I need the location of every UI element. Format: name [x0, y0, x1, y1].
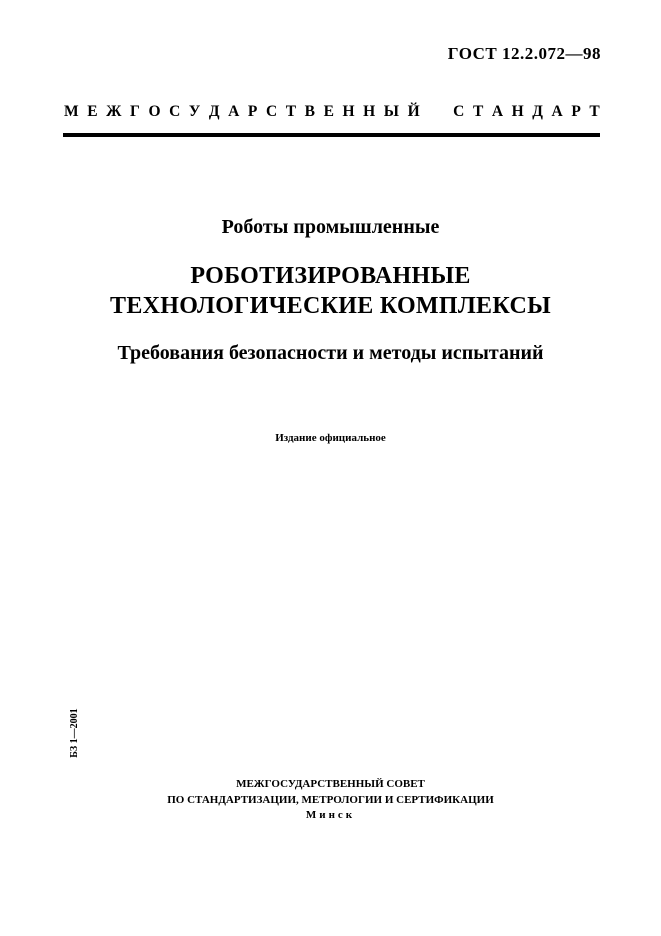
standard-type-letter: Г	[130, 103, 140, 120]
standard-type-letter: Ж	[106, 103, 122, 120]
standard-type-letter: Д	[208, 103, 220, 120]
standard-type-letter: М	[64, 103, 79, 120]
standard-type-letter: Н	[363, 103, 376, 120]
standard-type-letter: О	[148, 103, 161, 120]
standard-type-letter: А	[491, 103, 504, 120]
publisher-line-2: ПО СТАНДАРТИЗАЦИИ, МЕТРОЛОГИИ И СЕРТИФИКАЦИИ	[167, 793, 494, 806]
standard-type-letter: Р	[247, 103, 258, 120]
standard-type-letter: Ы	[383, 103, 400, 120]
document-code: ГОСТ 12.2.072—98	[447, 44, 601, 63]
document-subtitle: Требования безопасности и методы испытаний	[117, 342, 544, 364]
publisher-block	[0, 777, 661, 824]
edition-label: Издание официальное	[275, 432, 386, 444]
standard-type-letter: В	[304, 103, 316, 120]
header-rule	[63, 133, 600, 137]
standard-type-letter: С	[453, 103, 465, 120]
standard-type-heading	[64, 103, 600, 121]
standard-type-letter: Н	[511, 103, 524, 120]
standard-type-letter: С	[265, 103, 278, 120]
document-title	[0, 261, 661, 321]
standard-type-letter: Т	[589, 103, 600, 120]
standard-type-letter: Д	[532, 103, 543, 120]
standard-type-letter: А	[551, 103, 563, 120]
word-gap	[428, 103, 432, 121]
standard-type-letter: Н	[342, 103, 355, 120]
catalog-mark: БЗ 1—2001	[69, 708, 80, 758]
standard-type-letter: Е	[87, 103, 98, 120]
standard-type-letter: С	[169, 103, 181, 120]
standard-type-letter: Т	[472, 103, 484, 120]
standard-type-letter: Й	[407, 103, 420, 120]
standard-type-letter: Т	[285, 103, 297, 120]
standard-type-letter: У	[188, 103, 201, 120]
document-title-line-1: РОБОТИЗИРОВАННЫЕ	[190, 263, 471, 289]
document-subject: Роботы промышленные	[221, 216, 440, 238]
publisher-city: Минск	[305, 809, 356, 821]
word-gap	[441, 103, 445, 121]
standard-type-letter: А	[228, 103, 240, 120]
document-title-line-2: ТЕХНОЛОГИЧЕСКИЕ КОМПЛЕКСЫ	[110, 293, 551, 319]
standard-type-letter: Е	[323, 103, 334, 120]
standard-type-letter: Р	[571, 103, 581, 120]
publisher-line-1: МЕЖГОСУДАРСТВЕННЫЙ СОВЕТ	[236, 778, 425, 790]
